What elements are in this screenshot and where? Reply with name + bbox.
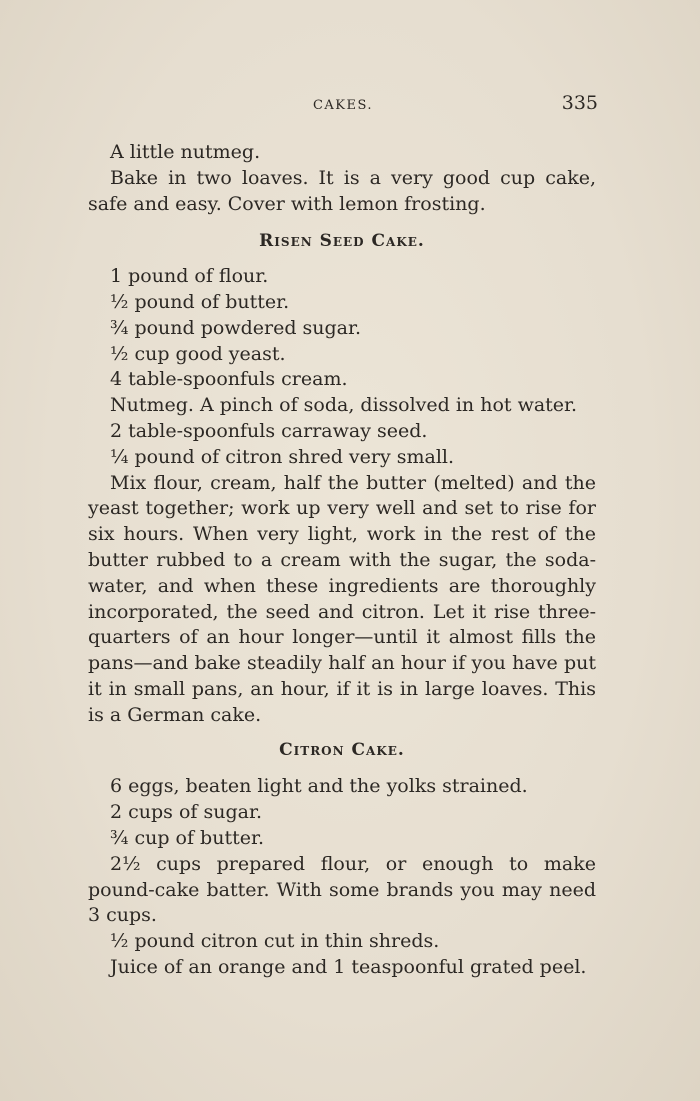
ingredient-line: Nutmeg. A pinch of soda, dissolved in hot water.: [110, 394, 578, 417]
ingredient-line: ¼ pound of citron shred very small.: [110, 445, 455, 468]
ingredient-line: ¾ pound powdered sugar.: [110, 316, 362, 339]
ingredient-line: ½ pound of butter.: [110, 290, 290, 313]
ingredient-list: [88, 774, 596, 980]
recipe-directions: Mix flour, cream, half the butter (melted) and the yeast together; work up very well and set to rise for six hours. When very light, work in the rest of the butter rubbed to a cream with the sugar, the soda-water, and when these ingredients are thoroughly incorporated, the seed and citron. Let it rise three-quarters of an hour longer—until it almost fills the pans—and bake steadily half an hour if you have put it in small pans, an hour, if it is in large loaves. This is a German cake.: [88, 471, 596, 726]
intro-line: A little nutmeg.: [110, 141, 261, 163]
ingredient-line: 4 table-spoonfuls cream.: [110, 368, 348, 391]
ingredient-line: 2½ cups prepared flour, or enough to make pound-cake batter. With some brands you may need 3 cups.: [88, 852, 596, 927]
recipe-title-citron-cake: Citron Cake.: [279, 739, 405, 760]
ingredient-line: 6 eggs, beaten light and the yolks strained.: [110, 775, 528, 798]
ingredient-line: 2 cups of sugar.: [110, 801, 262, 824]
page-number: 335: [561, 92, 598, 114]
ingredient-line: 2 table-spoonfuls carraway seed.: [110, 419, 428, 442]
ingredient-list: [88, 264, 596, 470]
running-title: CAKES.: [312, 98, 374, 113]
intro-paragraph: Bake in two loaves. It is a very good cup cake, safe and easy. Cover with lemon frosting.: [88, 166, 596, 215]
page-body: [88, 140, 596, 981]
page-header: [88, 92, 598, 118]
ingredient-line: ½ pound citron cut in thin shreds.: [110, 930, 440, 953]
recipe-title-risen-seed-cake: Risen Seed Cake.: [259, 231, 425, 252]
ingredient-line: ¾ cup of butter.: [110, 826, 264, 849]
ingredient-line: 1 pound of flour.: [110, 265, 269, 288]
ingredient-line: Juice of an orange and 1 teaspoonful grated peel.: [110, 955, 587, 978]
ingredient-line: ½ cup good yeast.: [110, 342, 286, 365]
